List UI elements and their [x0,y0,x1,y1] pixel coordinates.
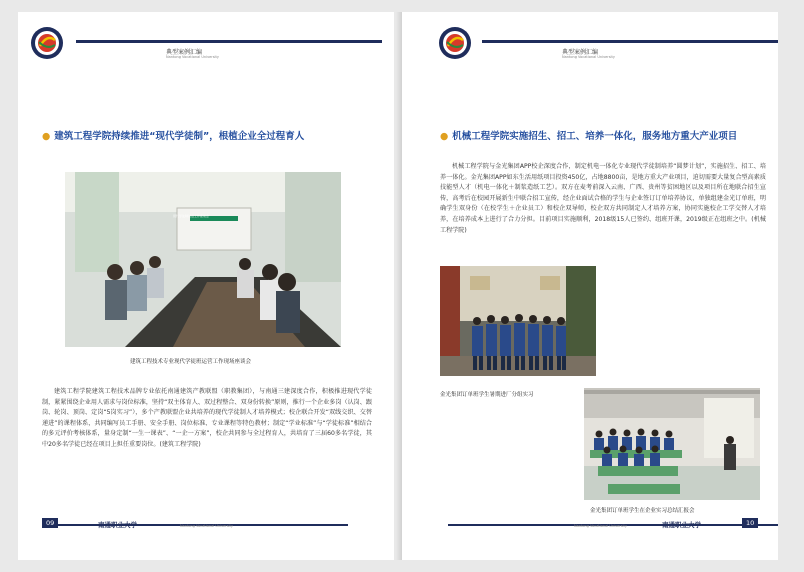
bullet-icon: ● [42,131,51,142]
footer-school-en: Nantong Vocational University [574,524,627,528]
body-paragraph: 机械工程学院与金光集团APP校企深度合作，制定机电一体化专业现代学徒制培养“圆梦计划”，实施招生、招工、培养一体化。金光集团APP如东生活用纸项目投资450亿，占地8800亩，是地方重大产业项目，迫切需要大量复合型高素质技能型人才（机电一体化＋制浆造纸工艺）。双方在麦考前深入云南、广西、贵州等贫困地区以及项目所在地联合招生宣传，高考后在校园开展新生中联合招工宣传，经企业面试合格的学生与企业签订订单培养协议，单独组建金光订单班，明确学生双身份（在校学生＋企业员工）和校企双导师，校企双方共同制定人才培养方案，协同实施校企工学交替人才培养，在培养成本上进行了合力分担。目前项目实施顺利，2018级15人已签约、组班开课，2019级正在组班之中。(机械工程学院) [440,163,766,234]
seminar-photo-image [584,388,760,500]
header-rule [482,40,778,43]
header-title: 典型案例汇编 [562,49,599,56]
section-title: ● 机械工程学院实施招生、招工、培养一体化，服务地方重大产业项目 [440,131,738,142]
school-logo-icon [438,26,472,60]
right-page [402,12,778,560]
photo2-caption: 金光集团订单班学生在企业实习总结汇报会 [590,508,695,514]
section-title: ● 建筑工程学院持续推进“现代学徒制”，根植企业全过程育人 [42,131,305,142]
banner-text: 现代学徒制试点工作座谈会 [173,214,210,218]
header-subtitle: Nantong Vocational University [562,55,615,59]
footer-school: 南通职业大学 [662,521,701,529]
left-page [18,12,394,560]
meeting-photo-image [65,172,341,347]
footer-school: 南通职业大学 [98,521,137,529]
page-number: 10 [742,518,758,528]
factory-photo-image [440,266,596,376]
photo1-caption: 金光集团订单班学生暑期进厂分组实习 [440,392,534,398]
bullet-icon: ● [440,131,449,142]
body-paragraph: 建筑工程学院建筑工程技术品牌专业依托南通建筑产教联盟（职教集团），与南通三建深度合作，积极推进现代学徒制，紧紧围绕企业用人需求与岗位标准，坚持“双主体育人、双过程整合、双身份转换”原则，推行一个企业多岗（认岗、跟岗、轮岗、顶岗、定岗“5岗实习”），多个产教联盟企业共培养的现代学徒制人才培养模式；校企联合开发“双线交织、交替递进”的课程体系，共同编写员工手册、安全手册、岗位标准、专业课程等特色教材；制定“学业标准”与“学徒标准”相结合的多元评价考核体系，量身定制“一生一课表”、“一企一方案”，校企共同参与全过程育人，共培育了三届60多名学徒，其中20多名学徒已经在项目上担任重要岗位。(建筑工程学院) [42,388,372,448]
meeting-photo [65,172,341,347]
photo-banner [173,214,233,220]
header-subtitle: Nantong Vocational University [166,55,219,59]
footer-school-en: Nantong Vocational University [180,524,233,528]
seminar-photo [584,388,760,500]
school-logo-icon [30,26,64,60]
header-title: 典型案例汇编 [166,49,203,56]
page-number: 09 [42,518,58,528]
factory-photo [440,266,596,376]
header-rule [76,40,382,43]
photo-caption: 建筑工程技术专业现代学徒班运营工作现场座谈会 [130,359,252,365]
